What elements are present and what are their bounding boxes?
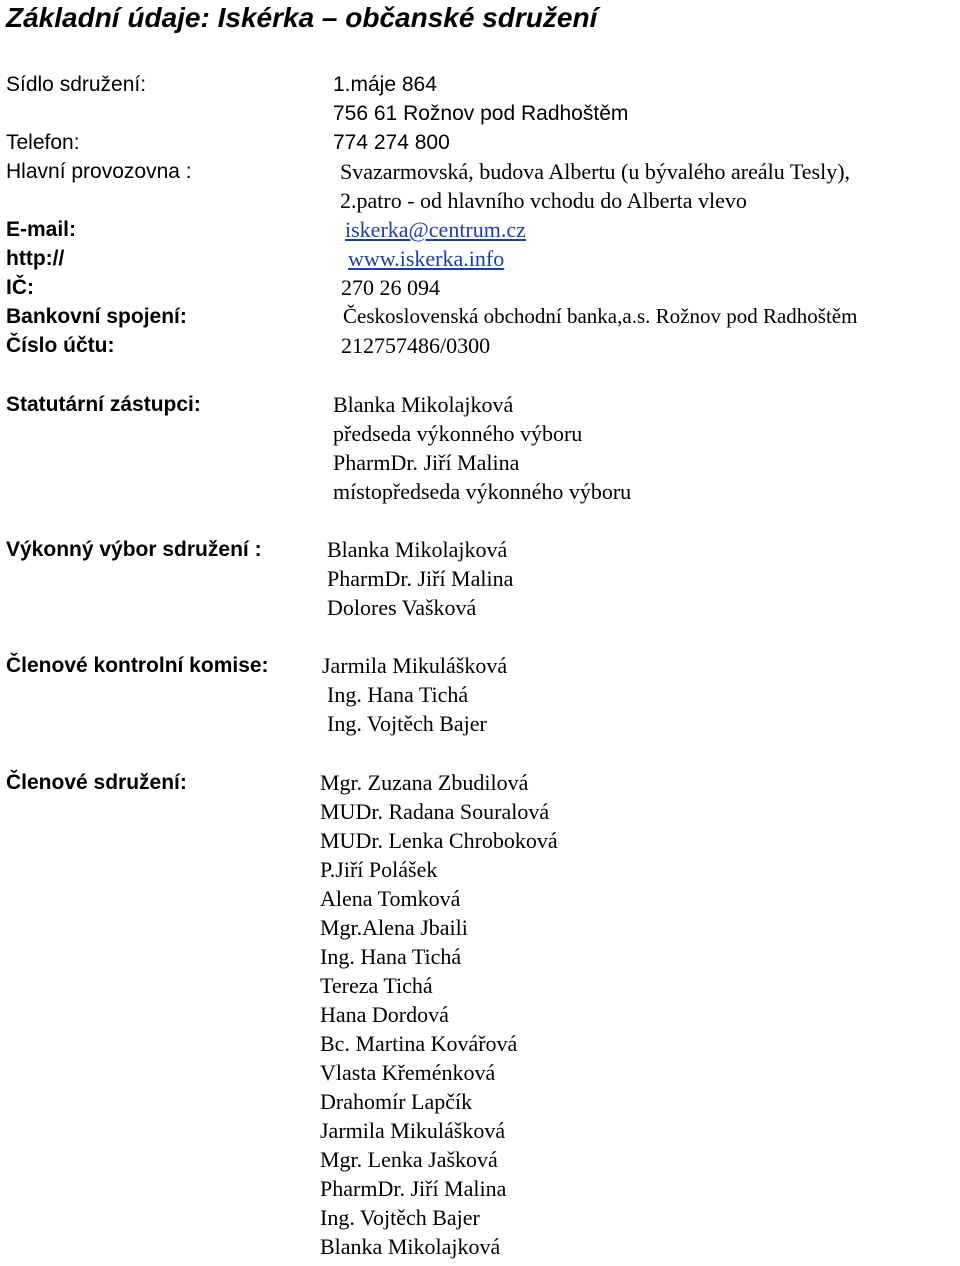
list-item: Tereza Tichá bbox=[320, 973, 433, 998]
list-item: Blanka Mikolajková bbox=[333, 392, 514, 417]
web-label: http:// bbox=[6, 247, 65, 270]
list-item: Alena Tomková bbox=[320, 886, 461, 911]
list-item: Hana Dordová bbox=[320, 1002, 449, 1027]
email-link[interactable]: iskerka@centrum.cz bbox=[345, 217, 526, 242]
list-item: Vlasta Křeménková bbox=[320, 1060, 496, 1085]
list-item: Mgr. Lenka Jašková bbox=[320, 1147, 498, 1172]
list-item: Bc. Martina Kovářová bbox=[320, 1031, 518, 1056]
ic-label: IČ: bbox=[6, 276, 34, 299]
statutarni-label: Statutární zástupci: bbox=[6, 393, 201, 416]
list-item: Jarmila Mikulášková bbox=[320, 1118, 506, 1143]
clenove-label: Členové sdružení: bbox=[6, 771, 187, 794]
sidlo-address-line2: 756 61 Rožnov pod Radhoštěm bbox=[333, 102, 629, 125]
telefon-label: Telefon: bbox=[6, 131, 80, 154]
list-item: MUDr. Lenka Chroboková bbox=[320, 828, 558, 853]
sidlo-address-line1: 1.máje 864 bbox=[333, 73, 437, 96]
list-item: předseda výkonného výboru bbox=[333, 421, 583, 446]
page-title: Základní údaje: Iskérka – občanské sdružení bbox=[6, 2, 598, 33]
list-item: PharmDr. Jiří Malina bbox=[320, 1176, 507, 1201]
telefon-value: 774 274 800 bbox=[333, 131, 450, 154]
ucet-value: 212757486/0300 bbox=[341, 333, 491, 358]
banka-value: Československá obchodní banka,a.s. Rožnov pod Radhoštěm bbox=[343, 304, 858, 328]
kontrolni-list bbox=[322, 651, 507, 738]
list-item: Jarmila Mikulášková bbox=[322, 653, 508, 678]
list-item: Ing. Hana Tichá bbox=[327, 682, 469, 707]
provozovna-line1: Svazarmovská, budova Albertu (u bývalého areálu Tesly), bbox=[340, 159, 851, 184]
vybor-list bbox=[327, 535, 513, 622]
ic-value: 270 26 094 bbox=[341, 275, 440, 300]
list-item: Ing. Vojtěch Bajer bbox=[327, 711, 487, 736]
list-item: PharmDr. Jiří Malina bbox=[333, 450, 520, 475]
list-item: MUDr. Radana Souralová bbox=[320, 799, 550, 824]
clenove-list bbox=[320, 768, 558, 1261]
list-item: místopředseda výkonného výboru bbox=[333, 479, 632, 504]
banka-label: Bankovní spojení: bbox=[6, 305, 187, 328]
list-item: Mgr. Zuzana Zbudilová bbox=[320, 770, 529, 795]
kontrolni-label: Členové kontrolní komise: bbox=[6, 654, 269, 677]
list-item: Blanka Mikolajková bbox=[327, 537, 508, 562]
list-item: P.Jiří Polášek bbox=[320, 857, 438, 882]
list-item: Ing. Vojtěch Bajer bbox=[320, 1205, 480, 1230]
list-item: PharmDr. Jiří Malina bbox=[327, 566, 514, 591]
ucet-label: Číslo účtu: bbox=[6, 334, 115, 357]
sidlo-label: Sídlo sdružení: bbox=[6, 73, 147, 96]
provozovna-label: Hlavní provozovna : bbox=[6, 160, 192, 183]
list-item: Ing. Hana Tichá bbox=[320, 944, 462, 969]
list-item: Dolores Vašková bbox=[327, 595, 477, 620]
list-item: Drahomír Lapčík bbox=[320, 1089, 473, 1114]
statutarni-list bbox=[333, 390, 631, 506]
web-link[interactable]: www.iskerka.info bbox=[348, 246, 505, 271]
vybor-label: Výkonný výbor sdružení : bbox=[6, 538, 262, 561]
list-item: Blanka Mikolajková bbox=[320, 1234, 501, 1259]
email-label: E-mail: bbox=[6, 218, 77, 241]
provozovna-line2: 2.patro - od hlavního vchodu do Alberta vlevo bbox=[340, 188, 747, 213]
list-item: Mgr.Alena Jbaili bbox=[320, 915, 468, 940]
